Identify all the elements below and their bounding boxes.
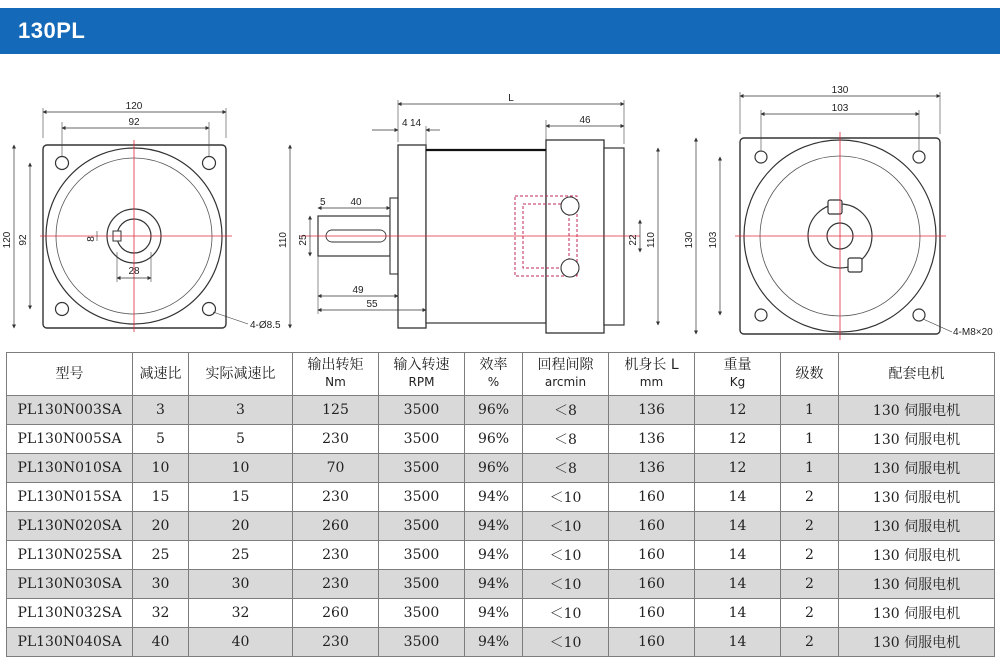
table-cell: 20 xyxy=(133,512,189,541)
table-cell: 14 xyxy=(695,541,781,570)
table-cell: 14 xyxy=(695,628,781,657)
table-cell: 70 xyxy=(293,454,379,483)
table-cell: 94% xyxy=(465,570,523,599)
table-cell: 2 xyxy=(781,483,839,512)
table-cell: 230 xyxy=(293,570,379,599)
table-cell: ＜10 xyxy=(523,570,609,599)
table-row xyxy=(7,570,995,599)
front-height-inner: 92 xyxy=(18,234,29,246)
table-cell: ＜10 xyxy=(523,483,609,512)
col-header: 输出转矩 Nm xyxy=(293,353,379,396)
table-cell: 2 xyxy=(781,541,839,570)
table-cell: PL130N010SA xyxy=(7,454,133,483)
table-cell: 94% xyxy=(465,483,523,512)
col-header: 配套电机 xyxy=(839,353,995,396)
table-cell: ＜8 xyxy=(523,454,609,483)
table-cell: 40 xyxy=(189,628,293,657)
table-cell: 230 xyxy=(293,628,379,657)
front-keyway: 8 xyxy=(86,236,97,242)
table-cell: 3 xyxy=(133,396,189,425)
rear-holes: 4-M8×20 xyxy=(953,327,993,338)
table-cell: 3500 xyxy=(379,396,465,425)
col-header: 级数 xyxy=(781,353,839,396)
table-cell: 130 伺服电机 xyxy=(839,512,995,541)
table-row xyxy=(7,454,995,483)
col-header: 型号 xyxy=(7,353,133,396)
table-cell: 160 xyxy=(609,599,695,628)
title-banner xyxy=(0,8,1000,54)
col-header: 回程间隙 arcmin xyxy=(523,353,609,396)
table-cell: 2 xyxy=(781,570,839,599)
table-cell: 10 xyxy=(189,454,293,483)
col-header: 减速比 xyxy=(133,353,189,396)
table-cell: 230 xyxy=(293,541,379,570)
rear-height-inner: 103 xyxy=(708,231,719,249)
table-cell: 3500 xyxy=(379,599,465,628)
col-header: 实际减速比 xyxy=(189,353,293,396)
table-cell: 130 伺服电机 xyxy=(839,570,995,599)
side-dim-46: 46 xyxy=(579,115,591,126)
table-cell: 94% xyxy=(465,512,523,541)
table-row xyxy=(7,599,995,628)
table-cell: ＜10 xyxy=(523,541,609,570)
table-cell: 15 xyxy=(133,483,189,512)
table-cell: 25 xyxy=(189,541,293,570)
table-cell: 130 伺服电机 xyxy=(839,425,995,454)
table-cell: ＜10 xyxy=(523,512,609,541)
col-header: 效率 % xyxy=(465,353,523,396)
side-body xyxy=(426,150,546,323)
table-cell: 130 伺服电机 xyxy=(839,599,995,628)
table-cell: PL130N003SA xyxy=(7,396,133,425)
table-cell: 260 xyxy=(293,512,379,541)
table-cell: 40 xyxy=(133,628,189,657)
table-cell: 125 xyxy=(293,396,379,425)
table-cell: 130 伺服电机 xyxy=(839,396,995,425)
table-cell: 32 xyxy=(189,599,293,628)
table-cell: 3 xyxy=(189,396,293,425)
front-holes: 4-Ø8.5 xyxy=(250,320,281,331)
side-dim-22: 22 xyxy=(628,234,639,246)
table-header-row xyxy=(7,353,995,396)
col-header: 机身长 L mm xyxy=(609,353,695,396)
table-cell: 3500 xyxy=(379,570,465,599)
side-dim-49: 49 xyxy=(352,285,364,296)
table-body xyxy=(7,396,995,657)
table-cell: ＜8 xyxy=(523,425,609,454)
table-cell: 230 xyxy=(293,425,379,454)
table-cell: 30 xyxy=(189,570,293,599)
table-cell: 1 xyxy=(781,396,839,425)
table-cell: 130 伺服电机 xyxy=(839,541,995,570)
side-front-flange xyxy=(398,145,426,328)
rear-width-outer: 130 xyxy=(831,85,849,96)
table-cell: 160 xyxy=(609,628,695,657)
side-dim-14: 14 xyxy=(410,118,422,129)
table-cell: 94% xyxy=(465,599,523,628)
side-dim-110-left: 110 xyxy=(278,232,289,248)
table-cell: 25 xyxy=(133,541,189,570)
table-cell: 32 xyxy=(133,599,189,628)
table-cell: 130 伺服电机 xyxy=(839,454,995,483)
front-bore: 28 xyxy=(128,266,140,277)
table-cell: 230 xyxy=(293,483,379,512)
table-row xyxy=(7,396,995,425)
table-cell: 160 xyxy=(609,512,695,541)
table-cell: 160 xyxy=(609,541,695,570)
table-cell: 2 xyxy=(781,599,839,628)
table-cell: 3500 xyxy=(379,541,465,570)
table-cell: 12 xyxy=(695,454,781,483)
table-cell: 3500 xyxy=(379,483,465,512)
front-view xyxy=(2,101,281,332)
front-width-outer: 120 xyxy=(125,101,143,112)
table-cell: 20 xyxy=(189,512,293,541)
table-cell: 12 xyxy=(695,425,781,454)
table-cell: PL130N015SA xyxy=(7,483,133,512)
table-cell: PL130N020SA xyxy=(7,512,133,541)
table-cell: 15 xyxy=(189,483,293,512)
side-length-L: L xyxy=(508,93,514,104)
table-cell: 94% xyxy=(465,541,523,570)
table-cell: 10 xyxy=(133,454,189,483)
table-cell: PL130N030SA xyxy=(7,570,133,599)
side-dim-110-right: 110 xyxy=(646,232,657,248)
table-cell: 94% xyxy=(465,628,523,657)
table-cell: 160 xyxy=(609,570,695,599)
table-cell: PL130N025SA xyxy=(7,541,133,570)
col-header: 重量 Kg xyxy=(695,353,781,396)
side-dim-40: 40 xyxy=(350,197,362,208)
table-cell: 3500 xyxy=(379,454,465,483)
table-cell: ＜8 xyxy=(523,396,609,425)
side-dim-25: 25 xyxy=(298,234,309,246)
table-cell: 1 xyxy=(781,454,839,483)
table-cell: PL130N040SA xyxy=(7,628,133,657)
technical-drawings xyxy=(0,60,1000,350)
front-height-outer: 120 xyxy=(2,231,13,249)
spec-table xyxy=(6,352,995,657)
col-header: 输入转速 RPM xyxy=(379,353,465,396)
table-cell: 1 xyxy=(781,425,839,454)
table-cell: 3500 xyxy=(379,512,465,541)
table-cell: 260 xyxy=(293,599,379,628)
front-flange xyxy=(43,145,226,328)
table-cell: ＜10 xyxy=(523,599,609,628)
table-cell: 5 xyxy=(133,425,189,454)
side-dim-55: 55 xyxy=(366,299,378,310)
table-cell: 2 xyxy=(781,628,839,657)
table-row xyxy=(7,425,995,454)
table-row xyxy=(7,483,995,512)
table-cell: 136 xyxy=(609,454,695,483)
table-cell: 5 xyxy=(189,425,293,454)
rear-height-outer: 130 xyxy=(684,231,695,249)
side-dim-5: 5 xyxy=(320,197,326,208)
table-row xyxy=(7,512,995,541)
table-cell: 14 xyxy=(695,483,781,512)
front-width-inner: 92 xyxy=(128,117,140,128)
table-cell: 136 xyxy=(609,396,695,425)
table-cell: 12 xyxy=(695,396,781,425)
table-cell: 3500 xyxy=(379,628,465,657)
table-row xyxy=(7,628,995,657)
table-cell: 136 xyxy=(609,425,695,454)
table-cell: 14 xyxy=(695,599,781,628)
page-title: 130PL xyxy=(18,18,86,43)
table-cell: 2 xyxy=(781,512,839,541)
table-cell: 30 xyxy=(133,570,189,599)
side-view xyxy=(278,93,658,333)
table-cell: 14 xyxy=(695,570,781,599)
side-bolt-top xyxy=(561,197,579,215)
table-row xyxy=(7,541,995,570)
rear-width-inner: 103 xyxy=(831,103,849,114)
side-dim-4: 4 xyxy=(402,118,408,129)
table-cell: 3500 xyxy=(379,425,465,454)
rear-clamp-bottom xyxy=(848,258,862,272)
rear-view xyxy=(684,85,993,340)
table-cell: PL130N032SA xyxy=(7,599,133,628)
side-rear-plate xyxy=(604,148,624,325)
table-cell: 14 xyxy=(695,512,781,541)
table-cell: 130 伺服电机 xyxy=(839,483,995,512)
table-cell: ＜10 xyxy=(523,628,609,657)
table-cell: 96% xyxy=(465,425,523,454)
table-cell: 96% xyxy=(465,396,523,425)
table-cell: 96% xyxy=(465,454,523,483)
side-bolt-bottom xyxy=(561,259,579,277)
side-rear-flange xyxy=(546,140,604,333)
table-cell: PL130N005SA xyxy=(7,425,133,454)
table-cell: 160 xyxy=(609,483,695,512)
table-cell: 130 伺服电机 xyxy=(839,628,995,657)
